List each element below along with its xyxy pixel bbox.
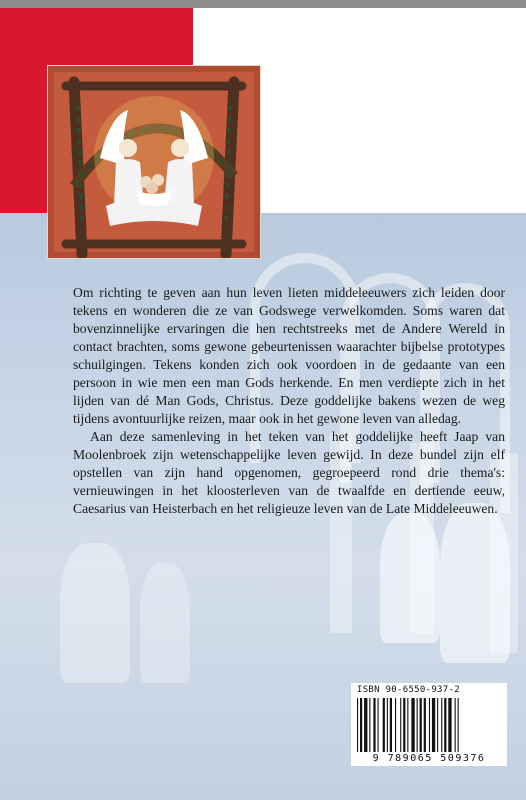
- barcode-bar: [448, 698, 451, 752]
- barcode-bar: [455, 698, 456, 752]
- top-edge: [0, 0, 526, 8]
- barcode-bar: [387, 698, 388, 752]
- barcode-bar: [400, 698, 401, 752]
- barcode-bar: [383, 698, 385, 752]
- barcode-bar: [360, 698, 362, 752]
- barcode-bar: [364, 698, 367, 752]
- barcode-bar: [373, 698, 375, 752]
- barcode-bar: [417, 698, 418, 752]
- barcode-bar: [411, 698, 414, 752]
- barcode-icon: [355, 698, 503, 752]
- barcode-bar: [429, 698, 430, 752]
- barcode-bar: [390, 698, 392, 752]
- barcode-bar: [357, 698, 358, 752]
- monk-figure: [440, 503, 510, 663]
- barcode-bar: [444, 698, 446, 752]
- barcode-bar: [420, 698, 422, 752]
- miniature-artwork: [48, 66, 260, 258]
- blurb-paragraph: Om richting te geven aan hun leven lieten middeleeuwers zich leiden door tekens en wonderen die ze van Godswege verwelkomden. Soms waren dat bovenzinnelijke ervaringen die hen rechtstreeks met de Andere Wereld in contact brachten, soms gewone gebeurtenissen waarachter bijbelse prototypes schuilgingen. Tekens konden zich ook voordoen in de gedaante van een persoon in wie men een man Gods herkende. En men verdiepte zich in het lijden van dé Man Gods, Christus. Deze goddelijke bakens wezen de weg tijdens avontuurlijke reizen, maar ook in het gewone leven van alledag.: [73, 285, 505, 426]
- barcode-bar: [441, 698, 442, 752]
- blurb-text: [73, 284, 505, 518]
- barcode-bar: [378, 698, 379, 752]
- barcode-bar: [403, 698, 405, 752]
- monk-figure: [60, 543, 130, 683]
- barcode-bar: [458, 698, 459, 752]
- illuminated-miniature-icon: [48, 66, 260, 258]
- barcode-bar: [395, 698, 396, 752]
- blurb-paragraph: Aan deze samenleving in het teken van het goddelijke heeft Jaap van Moolenbroek zijn wetenschappelijke leven gewijd. In deze bundel zijn elf opstellen van zijn hand opgenomen, gegroepeerd rond drie thema's: vernieuwingen in het kloosterleven van de twaalfde en dertiende eeuw, Caesarius van Heisterbach en het religieuze leven van de Late Middeleeuwen.: [73, 429, 505, 516]
- barcode-bar: [424, 698, 426, 752]
- barcode-bar: [437, 698, 438, 752]
- barcode-bar: [369, 698, 370, 752]
- barcode-label: [351, 683, 507, 766]
- isbn-text: ISBN 90-6550-937-2: [357, 685, 460, 695]
- monk-figure: [140, 563, 190, 683]
- monk-figure: [380, 513, 440, 643]
- barcode-bar: [432, 698, 435, 752]
- barcode-bar: [407, 698, 408, 752]
- ean-number: 9 789065 509376: [372, 753, 486, 764]
